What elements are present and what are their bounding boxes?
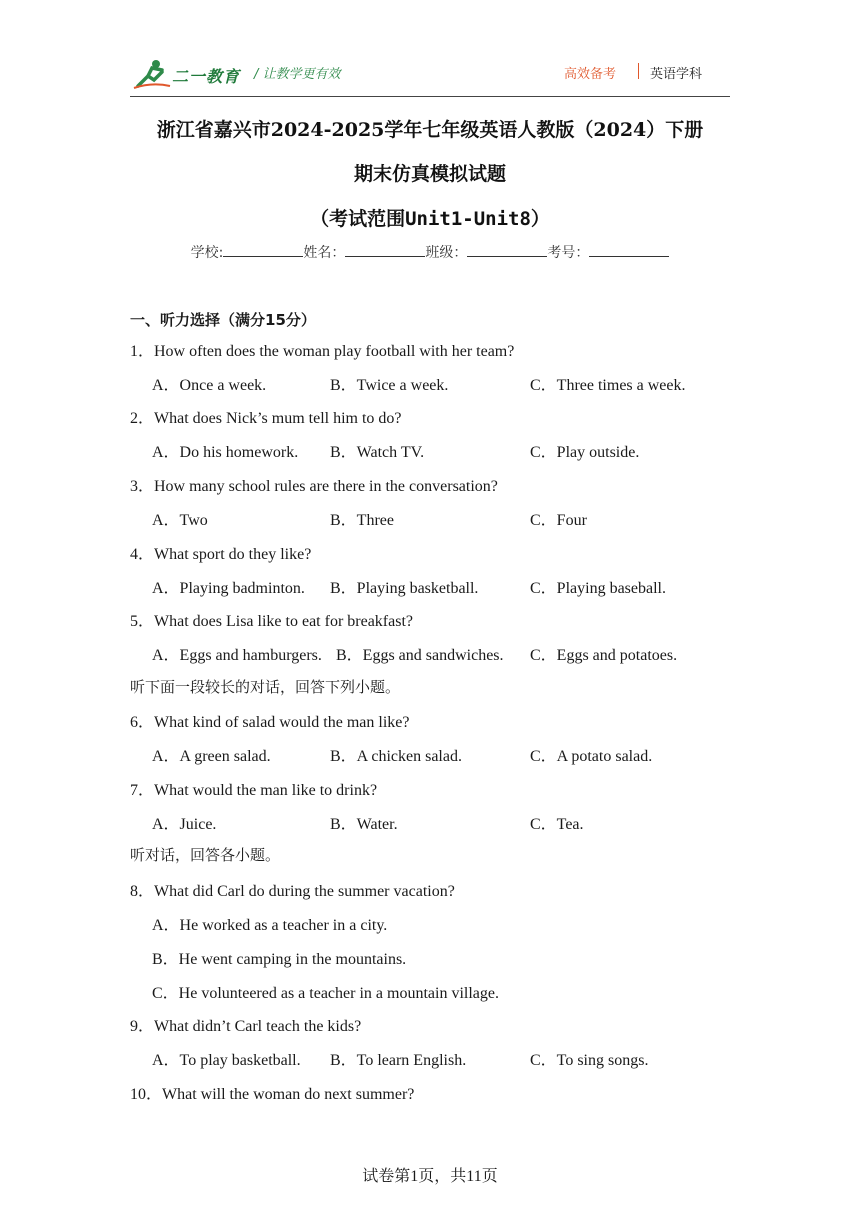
question-stem: 3．How many school rules are there in the conversation? — [130, 478, 498, 495]
option-a[interactable]: A．Once a week. — [152, 377, 267, 394]
option-c[interactable]: C．Eggs and potatoes. — [530, 647, 678, 664]
instruction-dialogue: 听对话，回答各小题。 — [130, 846, 281, 864]
option-a[interactable]: A．Juice. — [152, 816, 217, 833]
logo-text: 二一教育 — [172, 67, 241, 86]
question-stem: 10．What will the woman do next summer? — [130, 1086, 415, 1103]
option-c[interactable]: C．Play outside. — [530, 444, 640, 461]
option-a[interactable]: A．Two — [152, 512, 208, 529]
page-footer: 试卷第1页，共11页 — [362, 1168, 498, 1185]
question-stem: 9．What didn’t Carl teach the kids? — [130, 1018, 362, 1035]
name-label: 姓名： — [303, 245, 346, 261]
question-stem: 5．What does Lisa like to eat for breakfast? — [130, 613, 414, 630]
tag-efficient-prep: 高效备考 — [564, 67, 617, 82]
question-stem: 4．What sport do they like? — [130, 546, 312, 563]
question-stem: 8．What did Carl do during the summer vacation? — [130, 883, 455, 900]
title-line-3: （考试范围Unit1-Unit8） — [310, 208, 550, 230]
option-b[interactable]: B．Water. — [330, 816, 398, 833]
option-b[interactable]: B．Playing basketball. — [330, 580, 479, 597]
option-a[interactable]: A．To play basketball. — [152, 1052, 301, 1069]
option-a[interactable]: A．He worked as a teacher in a city. — [152, 917, 388, 934]
option-c[interactable]: C．Four — [530, 512, 587, 529]
option-b[interactable]: B．Twice a week. — [330, 377, 449, 394]
option-c[interactable]: C．Three times a week. — [530, 377, 686, 394]
tag-divider — [638, 63, 639, 79]
class-label: 班级： — [425, 245, 468, 261]
number-label: 考号： — [547, 245, 590, 261]
option-c[interactable]: C．A potato salad. — [530, 748, 653, 765]
slogan: / 让教学更有效 — [254, 67, 341, 82]
option-c[interactable]: C．Playing baseball. — [530, 580, 666, 597]
question-stem: 6．What kind of salad would the man like? — [130, 714, 410, 731]
option-c[interactable]: C．Tea. — [530, 816, 584, 833]
option-b[interactable]: B．Watch TV. — [330, 444, 425, 461]
school-blank[interactable] — [223, 244, 303, 257]
option-b[interactable]: B．Three — [330, 512, 394, 529]
page-header — [130, 56, 730, 96]
question-stem: 1．How often does the woman play football with her team? — [130, 343, 515, 360]
runner-logo-icon — [132, 58, 172, 90]
option-c[interactable]: C．To sing songs. — [530, 1052, 649, 1069]
student-info — [0, 242, 860, 262]
header-divider — [130, 96, 730, 97]
title-line-2: 期末仿真模拟试题 — [353, 163, 506, 185]
question-stem: 7．What would the man like to drink? — [130, 782, 378, 799]
option-a[interactable]: A．Playing badminton. — [152, 580, 305, 597]
school-label: 学校: — [190, 245, 224, 261]
option-b[interactable]: B．Eggs and sandwiches. — [336, 647, 504, 664]
option-b[interactable]: B．To learn English. — [330, 1052, 467, 1069]
option-a[interactable]: A．Do his homework. — [152, 444, 299, 461]
instruction-long-dialogue: 听下面一段较长的对话，回答下列小题。 — [130, 678, 401, 696]
class-blank[interactable] — [467, 244, 547, 257]
option-a[interactable]: A．A green salad. — [152, 748, 271, 765]
option-c[interactable]: C．He volunteered as a teacher in a mountain village. — [152, 985, 499, 1002]
tag-subject: 英语学科 — [650, 67, 703, 82]
title-line-1: 浙江省嘉兴市2024-2025学年七年级英语人教版（2024）下册 — [156, 119, 704, 141]
question-stem: 2．What does Nick’s mum tell him to do? — [130, 410, 402, 427]
number-blank[interactable] — [589, 244, 669, 257]
option-b[interactable]: B．He went camping in the mountains. — [152, 951, 407, 968]
section-heading: 一、听力选择（满分15分） — [130, 311, 316, 329]
option-b[interactable]: B．A chicken salad. — [330, 748, 462, 765]
option-a[interactable]: A．Eggs and hamburgers. — [152, 647, 322, 664]
name-blank[interactable] — [345, 244, 425, 257]
logo — [132, 58, 242, 90]
